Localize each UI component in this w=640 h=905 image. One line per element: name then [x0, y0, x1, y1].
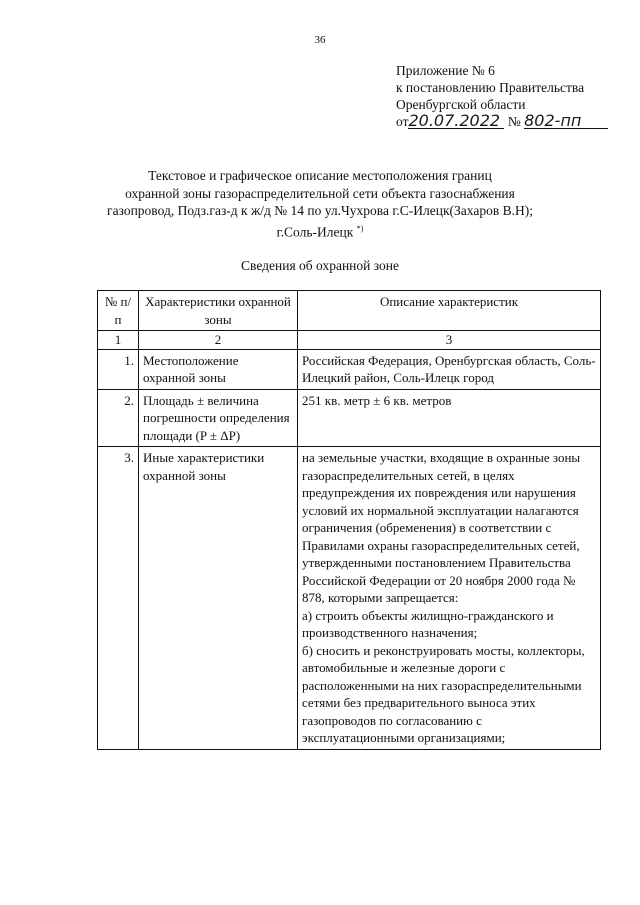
row-number: 3.: [98, 447, 139, 750]
page-number: 36: [314, 34, 326, 46]
row-description: Российская Федерация, Оренбургская область, Соль-Илецкий район, Соль-Илецк город: [298, 349, 601, 389]
header-description: Описание характеристик: [298, 291, 601, 331]
restrictions-intro: на земельные участки, входящие в охранные зоны газораспределительных сетей, в целях предупреждения их повреждения или нарушения условий их нормальной эксплуатации налагаются ограничения (обременения) в соответствии с Правилами охраны газораспределительных сетей, утвержденными постановлением Правительства Российской Федерации от 20 ноября 2000 года № 878, которыми запрещается:: [302, 450, 581, 605]
row-description: [298, 447, 601, 750]
row-characteristic: Местоположение охранной зоны: [139, 349, 298, 389]
table-row: [98, 389, 601, 447]
row-number: 1.: [98, 349, 139, 389]
header-number: № п/п: [98, 291, 139, 331]
footnote-mark: *): [356, 223, 364, 233]
restriction-item-a: а) строить объекты жилищно-гражданского и производственного назначения;: [302, 607, 554, 640]
restriction-item-b: б) сносить и реконструировать мосты, коллекторы, автомобильные и железные дороги с расположенными на них газораспределительными сетями без предварительного выноса этих газопроводов по согласованию с эксплуатационными организациями;: [302, 642, 585, 745]
number-prefix: №: [507, 114, 521, 129]
appendix-line-3: Оренбургской области: [396, 97, 526, 112]
column-number-row: [98, 331, 601, 350]
appendix-date-line: [396, 113, 608, 130]
table-header-row: [98, 291, 601, 331]
table-row: [98, 447, 601, 750]
appendix-block: [396, 62, 608, 130]
title-line-2: охранной зоны газораспределительной сети объекта газоснабжения: [125, 185, 515, 201]
title-line-4: [0, 220, 640, 241]
header-characteristic: Характеристики охранной зоны: [139, 291, 298, 331]
document-title: [0, 167, 640, 241]
section-title: Сведения об охранной зоне: [241, 258, 399, 273]
column-number-2: 2: [139, 331, 298, 350]
column-number-1: 1: [98, 331, 139, 350]
handwritten-number: 802-пп: [524, 113, 608, 129]
title-city: г.Соль-Илецк: [276, 224, 354, 239]
title-line-3: газопровод, Подз.газ-д к ж/д № 14 по ул.Чухрова г.С-Илецк(Захаров В.Н);: [107, 203, 533, 218]
title-line-1: Текстовое и графическое описание местоположения границ: [148, 168, 492, 183]
row-characteristic: Площадь ± величина погрешности определения площади (P ± ΔP): [139, 389, 298, 447]
row-description: 251 кв. метр ± 6 кв. метров: [298, 389, 601, 447]
handwritten-date: 20.07.2022: [408, 113, 504, 129]
table-row: [98, 349, 601, 389]
date-prefix: от: [396, 114, 409, 129]
appendix-line-2: к постановлению Правительства: [396, 80, 585, 95]
appendix-line-1: Приложение № 6: [396, 63, 495, 78]
zone-info-table: [97, 290, 601, 750]
row-number: 2.: [98, 389, 139, 447]
column-number-3: 3: [298, 331, 601, 350]
row-characteristic: Иные характеристики охранной зоны: [139, 447, 298, 750]
